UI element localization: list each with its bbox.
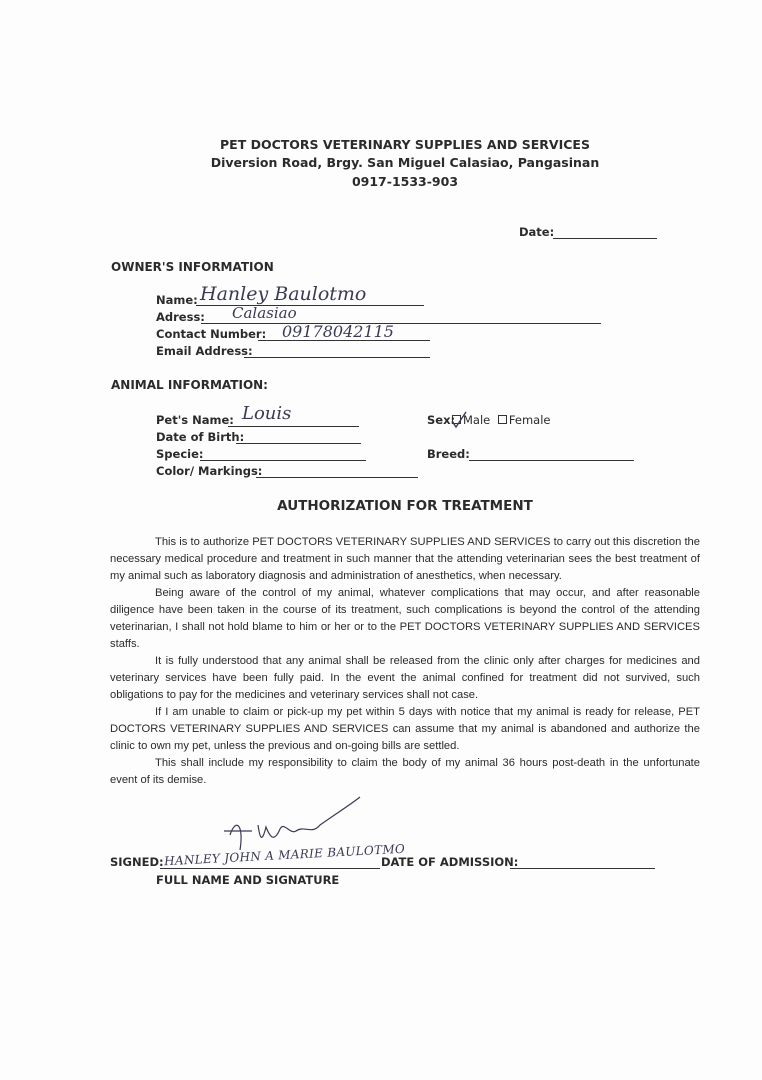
pet-name-label: Pet's Name: (156, 413, 234, 427)
owner-section-title: OWNER'S INFORMATION (111, 260, 274, 274)
authorization-paragraph: If I am unable to claim or pick-up my pet within 5 days with notice that my animal is ready for release, PET DOCTORS VETERINARY SUPPLIES AND SERVICES can assume that my animal is abandoned and authorize the clinic to own my pet, unless the previous and on-going bills are settled. (110, 706, 700, 752)
authorization-paragraph: Being aware of the control of my animal, whatever complications that may occur, and after reasonable diligence have been taken in the course of its treatment, such complications is beyond the control of the attending veterinarian, I shall not hold blame to him or her or to the PET DOCTORS VETERINARY SUPPLIES AND SERVICES staffs. (110, 587, 700, 650)
contact-number-value: 09178042115 (282, 322, 394, 341)
color-field[interactable] (256, 477, 418, 478)
owner-name-value: Hanley Baulotmo (200, 283, 367, 305)
authorization-paragraph: This is to authorize PET DOCTORS VETERINARY SUPPLIES AND SERVICES to carry out this discretion the necessary medical procedure and treatment in such manner that the attending veterinarian sees the best treatment of my animal such as laboratory diagnosis and administration of anesthetics, when necessary. (110, 536, 700, 582)
male-option-label: Male (463, 413, 491, 427)
female-option-label: Female (508, 413, 551, 427)
clinic-name: PET DOCTORS VETERINARY SUPPLIES AND SERVICES (220, 137, 590, 152)
pet-name-field[interactable] (228, 426, 359, 427)
pet-name-value: Louis (242, 403, 292, 424)
animal-section-title: ANIMAL INFORMATION: (111, 378, 268, 392)
date-of-admission-label: DATE OF ADMISSION: (381, 855, 519, 869)
clinic-address: Diversion Road, Brgy. San Miguel Calasiao, Pangasinan (210, 155, 600, 170)
dob-label: Date of Birth: (156, 430, 245, 444)
date-of-admission-field[interactable] (510, 868, 655, 869)
full-name-signature-label: FULL NAME AND SIGNATURE (156, 873, 340, 887)
contact-number-label: Contact Number: (156, 327, 267, 341)
breed-label: Breed: (427, 447, 470, 461)
authorization-body (110, 534, 700, 789)
specie-label: Specie: (156, 447, 204, 461)
owner-address-field[interactable] (201, 323, 601, 324)
authorization-title: AUTHORIZATION FOR TREATMENT (277, 498, 533, 514)
authorization-paragraph: This shall include my responsibility to claim the body of my animal 36 hours post-death in the unfortunate event of its demise. (110, 757, 700, 786)
authorization-paragraph: It is fully understood that any animal shall be released from the clinic only after charges for medicines and veterinary services have been fully paid. In the event the animal confined for treatment did not survived, such obligations to pay for the medicines and veterinary services shall not case. (110, 655, 700, 701)
signature-field[interactable] (160, 868, 380, 869)
color-label: Color/ Markings: (156, 464, 263, 478)
date-field[interactable] (553, 238, 657, 239)
date-label: Date: (519, 225, 555, 239)
breed-field[interactable] (469, 460, 634, 461)
dob-field[interactable] (236, 443, 361, 444)
owner-address-label: Adress: (156, 310, 205, 324)
clinic-phone: 0917-1533-903 (351, 174, 459, 189)
signed-value: HANLEY JOHN A MARIE BAULOTMO (163, 841, 406, 869)
sex-label: Sex: (427, 413, 456, 427)
owner-address-value: Calasiao (232, 304, 297, 322)
owner-name-label: Name: (156, 293, 198, 307)
signed-label: SIGNED: (110, 855, 164, 869)
female-checkbox[interactable] (498, 415, 507, 424)
owner-name-field[interactable] (196, 305, 424, 306)
checkmark-icon (449, 410, 469, 430)
specie-field[interactable] (200, 460, 366, 461)
email-field[interactable] (244, 357, 430, 358)
email-label: Email Address: (156, 344, 253, 358)
